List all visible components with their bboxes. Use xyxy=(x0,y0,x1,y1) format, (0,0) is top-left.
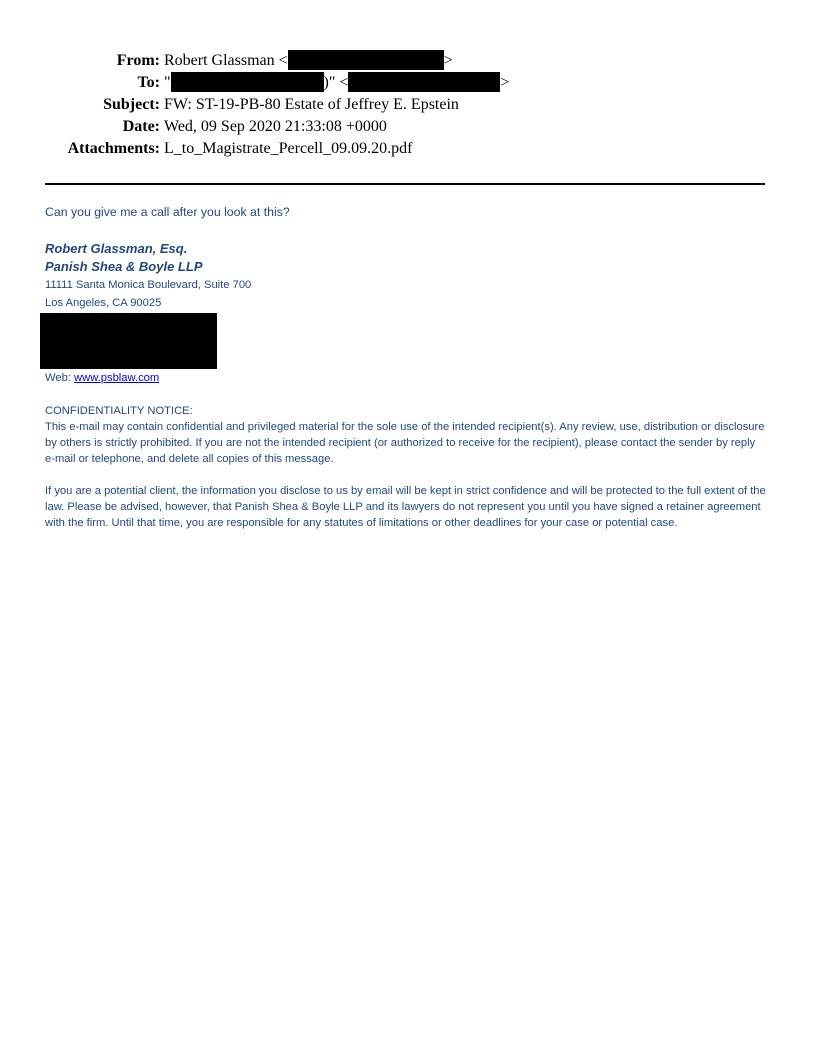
redaction-to-email xyxy=(348,72,500,92)
signature-name: Robert Glassman, Esq. xyxy=(45,241,188,256)
email-body xyxy=(45,203,767,531)
to-mid: )" < xyxy=(323,74,349,91)
to-open: " xyxy=(164,74,171,91)
confidentiality-title: CONFIDENTIALITY NOTICE: xyxy=(45,405,193,417)
subject-label: Subject: xyxy=(103,96,160,113)
date-row xyxy=(0,116,816,138)
date-label: Date: xyxy=(122,118,160,135)
signature-web xyxy=(45,369,767,387)
web-label: Web: xyxy=(45,372,75,384)
signature-firm: Panish Shea & Boyle LLP xyxy=(45,259,203,274)
redaction-from-email xyxy=(288,50,444,70)
confidentiality-paragraph-2: If you are a potential client, the information you disclose to us by email will be kept in strict confidence and will be protected to the full extent of the law. Please be advised, however, that Panish Shea & Boyle LLP and its lawyers do not represent you until you have signed a retainer agreement with the firm. Until that time, you are responsible for any statutes of limitations or other deadlines for your case or potential case. xyxy=(45,485,766,529)
to-label: To: xyxy=(137,74,160,91)
from-label: From: xyxy=(116,52,160,69)
to-end: > xyxy=(500,74,510,91)
signature-address-line1: 11111 Santa Monica Boulevard, Suite 700 xyxy=(45,279,252,291)
from-row xyxy=(0,50,816,72)
to-row xyxy=(0,72,816,94)
from-name: Robert Glassman < xyxy=(164,52,288,69)
from-end: > xyxy=(443,52,453,69)
website-link[interactable]: www.psblaw.com xyxy=(74,372,160,384)
redaction-to-name xyxy=(171,72,324,92)
to-value xyxy=(164,72,509,94)
confidentiality-paragraph-1: This e-mail may contain confidential and privileged material for the sole use of the intended recipient(s). Any review, use, distribution or disclosure by others is strictly prohibited. If you are not the intended recipient (or authorized to receive for the recipient), please contact the sender by reply e-mail or telephone, and delete all copies of this message. xyxy=(45,421,765,465)
subject-value: FW: ST-19-PB-80 Estate of Jeffrey E. Epstein xyxy=(164,96,459,113)
signature-address-line2: Los Angeles, CA 90025 xyxy=(45,297,162,309)
date-value: Wed, 09 Sep 2020 21:33:08 +0000 xyxy=(164,118,387,135)
header-divider xyxy=(45,183,765,185)
email-header xyxy=(0,50,816,160)
intro-text: Can you give me a call after you look at this? xyxy=(45,205,290,219)
subject-row xyxy=(0,94,816,116)
attachments-row xyxy=(0,138,816,160)
redaction-signature-contact xyxy=(40,313,217,369)
attachment-filename[interactable]: L_to_Magistrate_Percell_09.09.20.pdf xyxy=(164,140,413,157)
from-value xyxy=(164,50,453,72)
attachments-label: Attachments: xyxy=(67,140,160,157)
